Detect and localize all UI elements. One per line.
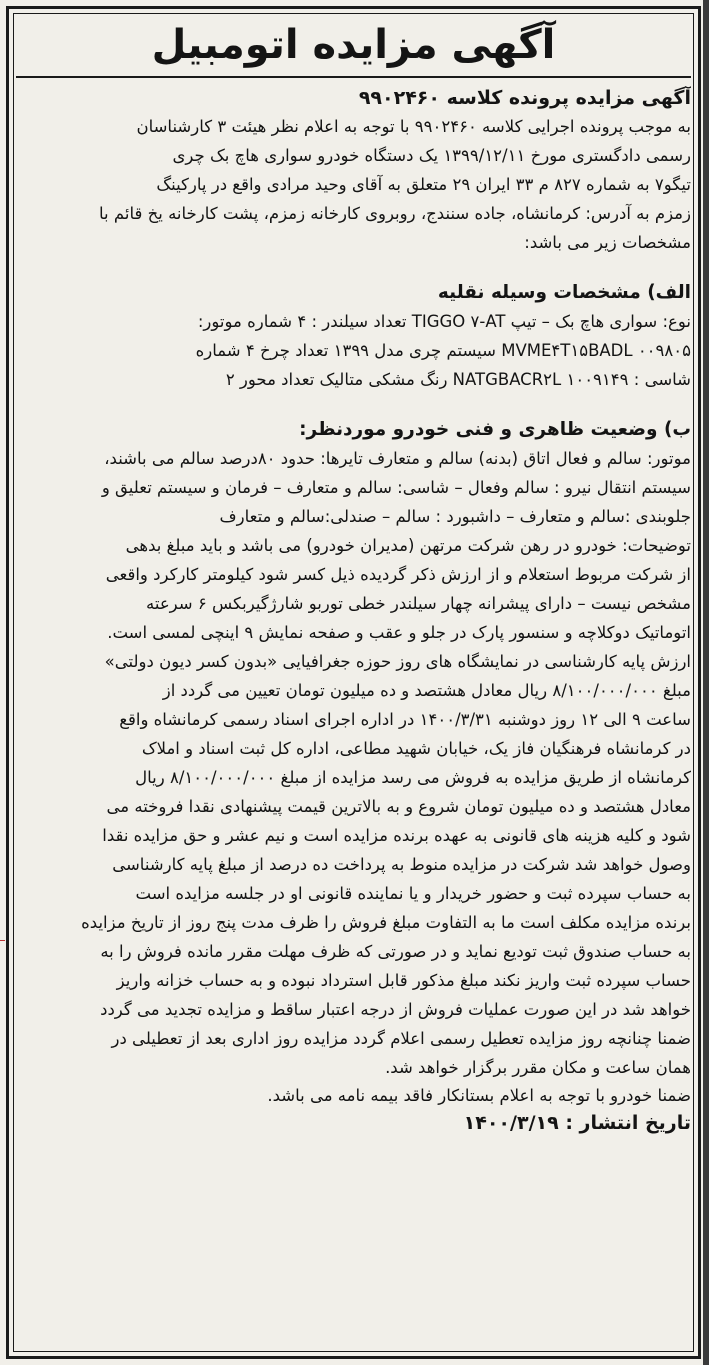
body-line: همان ساعت و مکان مقرر برگزار خواهد شد. (385, 1058, 691, 1077)
notice-headline: آگهی مزایده اتومبیل (151, 22, 556, 68)
body-line: به حساب سپرده ثبت و حضور خریدار و یا نماینده قانونی او در جلسه مزایده است (135, 884, 691, 903)
body-line: حساب سپرده ثبت واریز نکند مبلغ مذکور قابل استرداد نبوده و به حساب خزانه واریز (116, 971, 691, 990)
body-line: ارزش پایه کارشناسی در نمایشگاه های روز حوزه جغرافیایی «بدون کسر دیون دولتی» (104, 652, 691, 671)
body-line: ساعت ۹ الی ۱۲ روز دوشنبه ۱۴۰۰/۳/۳۱ در اداره اجرای اسناد رسمی کرمانشاه واقع (119, 710, 691, 729)
body-line: وصول خواهد شد شرکت در مزایده منوط به پرداخت ده درصد از مبلغ پایه کارشناسی (112, 855, 691, 874)
intro-paragraph (16, 112, 691, 257)
insurance-note: ضمنا خودرو با توجه به اعلام بستانکار فاقد بیمه نامه می باشد. (267, 1086, 691, 1105)
body-line: مشخص نیست – دارای پیشرانه چهار سیلندر خطی توربو شارژگیربکس ۶ سرعته (146, 594, 691, 613)
body-line: ضمنا چنانچه روز مزایده تعطیل رسمی اعلام گردد مزایده روز اداری بعد از تعطیلی در (111, 1029, 691, 1048)
vehicle-specs (16, 307, 691, 394)
body-line: به حساب صندوق ثبت تودیع نماید و در صورتی که ظرف مهلت مقرر مانده فروش را به (100, 942, 691, 961)
condition-and-terms (16, 444, 691, 1082)
intro-line: مشخصات زیر می باشد: (524, 233, 691, 252)
body-line: جلوبندی :سالم و متعارف – داشبورد : سالم – صندلی:سالم و متعارف (219, 507, 691, 526)
body-line: شود و کلیه هزینه های قانونی به عهده برنده مزایده است و نیم عشر و حق مزایده نقدا (102, 826, 691, 845)
margin-mark (0, 940, 5, 941)
body-line: برنده مزایده مکلف است ما به التفاوت مبلغ فروش را ظرف مدت پنج روز از تاریخ مزایده (81, 913, 691, 932)
spec-line: شاسی : NATGBACR۲L ۱۰۰۹۱۴۹ رنگ مشکی متالیک تعداد محور ۲ (225, 370, 691, 389)
body-line: اتوماتیک دوکلاچه و سنسور پارک در جلو و عقب و صفحه نمایش ۹ اینچی لمسی است. (107, 623, 691, 642)
body-line: موتور: سالم و فعال اتاق (بدنه) سالم و متعارف تایرها: حدود ۸۰درصد سالم می باشند، (104, 449, 691, 468)
section-b-title: ب) وضعیت ظاهری و فنی خودرو موردنظر: (299, 419, 691, 440)
publication-date: تاریخ انتشار : ۱۴۰۰/۳/۱۹ (463, 1112, 691, 1134)
intro-line: به موجب پرونده اجرایی کلاسه ۹۹۰۲۴۶۰ با توجه به اعلام نظر هیئت ۳ کارشناسان (136, 117, 691, 136)
intro-line: رسمی دادگستری مورخ ۱۳۹۹/۱۲/۱۱ یک دستگاه خودرو سواری هاچ بک چری (172, 146, 691, 165)
intro-line: زمزم به آدرس: کرمانشاه، جاده سنندج، روبروی کارخانه زمزم، پشت کارخانه یخ قائم با (99, 204, 691, 223)
body-line: معادل هشتصد و ده میلیون تومان شروع و به بالاترین قیمت پیشنهادی نقدا فروخته می (106, 797, 691, 816)
body-line: خواهد شد در این صورت عملیات فروش از درجه اعتبار ساقط و مزایده تجدید می گردد (100, 1000, 691, 1019)
adjacent-column-edge (703, 0, 709, 1365)
spec-line: MVME۴T۱۵BADL ۰۰۹۸۰۵ سیستم چری مدل ۱۳۹۹ تعداد چرخ ۴ شماره (195, 341, 691, 360)
body-line: مبلغ ۸/۱۰۰/۰۰۰/۰۰۰ ریال معادل هشتصد و ده میلیون تومان تعیین می گردد از (162, 681, 691, 700)
body-line: در کرمانشاه فرهنگیان فاز یک، خیابان شهید مطاعی، اداره کل ثبت اسناد و املاک (141, 739, 691, 758)
intro-line: تیگو۷ به شماره ۸۲۷ م ۳۳ ایران ۲۹ متعلق به آقای وحید مرادی واقع در پارکینگ (156, 175, 691, 194)
headline-divider (16, 76, 691, 78)
notice-content (16, 16, 691, 1351)
body-line: توضیحات: خودرو در رهن شرکت مرتهن (مدیران خودرو) می باشد و باید مبلغ بدهی (125, 536, 691, 555)
body-line: سیستم انتقال نیرو : سالم وفعال – شاسی: سالم و متعارف – فرمان و سیستم تعلیق و (101, 478, 691, 497)
section-a-title: الف) مشخصات وسیله نقلیه (437, 282, 691, 303)
body-line: از شرکت مربوط استعلام و از ارزش ذکر گردیده ذیل کسر شود کیلومتر کارکرد واقعی (105, 565, 691, 584)
case-subhead: آگهی مزایده پرونده کلاسه ۹۹۰۲۴۶۰ (358, 87, 691, 109)
spec-line: نوع: سواری هاچ بک – تیپ TIGGO ۷-AT تعداد سیلندر : ۴ شماره موتور: (197, 312, 691, 331)
body-line: کرمانشاه از طریق مزایده به فروش می رسد مزایده از مبلغ ۸/۱۰۰/۰۰۰/۰۰۰ ریال (135, 768, 691, 787)
